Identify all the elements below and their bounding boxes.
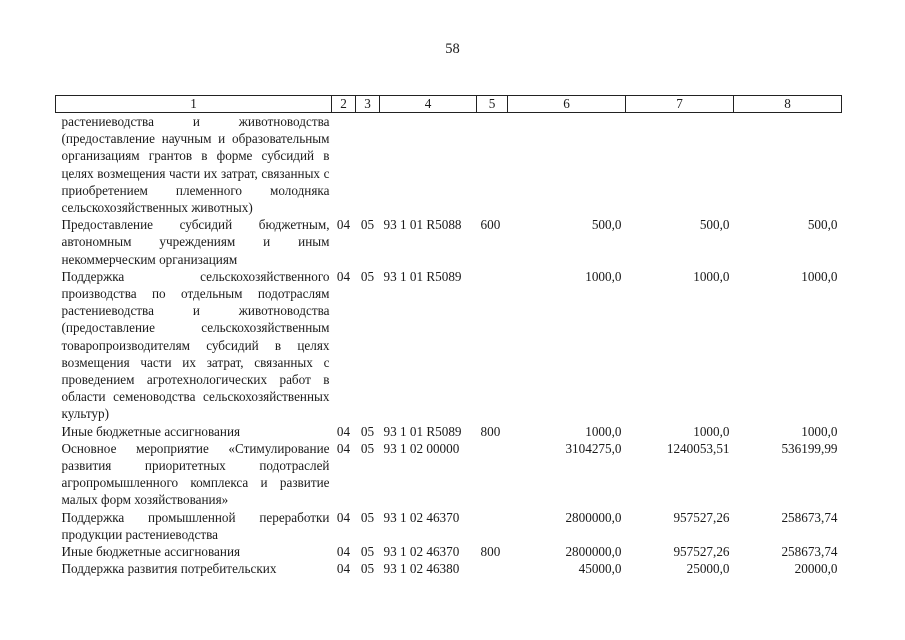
row-name: Иные бюджетные ассигнования: [61, 423, 241, 439]
row-name: Поддержка сельскохозяйственного производства по отдельным подотраслям растениеводства и животноводства (предоставление сельскохозяйственным товаропроизводителям субсидий в целях возмещения части их затрат, связанных с проведением агротехнологических работ в области семеноводства сельскохозяйственных культур): [61, 268, 330, 422]
row-expense-type: [477, 440, 508, 509]
page-number: 58: [445, 41, 460, 57]
row-amount-col7: 957527,26: [673, 509, 730, 525]
row-amount-col7: 1000,0: [693, 268, 730, 284]
column-header-7: 7: [626, 96, 734, 113]
table-row: [56, 268, 842, 423]
row-name: Основное мероприятие «Стимулирование развития приоритетных подотраслей агропромышленного комплекса и развитие малых форм хозяйствования»: [61, 440, 330, 508]
row-subsection: 05: [360, 217, 375, 233]
column-header-8: 8: [734, 96, 842, 113]
row-name: растениеводства и животноводства (предоставление научным и образовательным организациям грантов в форме субсидий в целях возмещения части их затрат, связанных с приобретением племенного молодняка сельскохозяйственных животных): [61, 114, 330, 216]
row-expense-type: [477, 113, 508, 217]
table-row: [56, 440, 842, 509]
column-header-4: 4: [380, 96, 477, 113]
row-subsection: 05: [360, 423, 375, 439]
row-expense-type: 800: [480, 544, 501, 560]
row-expense-type: 800: [480, 423, 501, 439]
row-target-article: 93 1 02 00000: [383, 440, 460, 456]
row-amount-col8: 500,0: [807, 217, 838, 233]
row-amount-col7: 957527,26: [673, 544, 730, 560]
row-subsection: 05: [360, 544, 375, 560]
row-section: 04: [336, 268, 351, 284]
row-name: Поддержка развития потребительских: [61, 561, 277, 577]
row-amount-col8: 1000,0: [801, 268, 838, 284]
table-header: [56, 96, 842, 113]
row-subsection: 05: [360, 561, 375, 577]
table-row: [56, 216, 842, 268]
row-section: 04: [336, 509, 351, 525]
row-amount-col6: 45000,0: [578, 561, 622, 577]
row-section: 04: [336, 217, 351, 233]
row-amount-col6: 1000,0: [585, 423, 622, 439]
row-target-article: 93 1 02 46370: [383, 544, 460, 560]
row-section: 04: [336, 423, 351, 439]
row-target-article: [380, 113, 477, 217]
row-amount-col6: 1000,0: [585, 268, 622, 284]
budget-table: [55, 95, 842, 577]
table-body: [56, 113, 842, 578]
row-target-article: 93 1 01 R5088: [383, 217, 462, 233]
row-target-article: 93 1 02 46370: [383, 509, 460, 525]
column-header-1: 1: [56, 96, 332, 113]
row-subsection: 05: [360, 509, 375, 525]
row-section: [332, 113, 356, 217]
row-target-article: 93 1 02 46380: [383, 561, 460, 577]
row-amount-col8: 1000,0: [801, 423, 838, 439]
row-amount-col7: 1000,0: [693, 423, 730, 439]
row-target-article: 93 1 01 R5089: [383, 423, 462, 439]
row-expense-type: [477, 268, 508, 423]
row-name: Поддержка промышленной переработки продукции растениеводства: [61, 509, 330, 542]
row-section: 04: [336, 544, 351, 560]
row-amount-col8: 536199,99: [781, 440, 838, 456]
row-target-article: 93 1 01 R5089: [383, 268, 462, 284]
row-amount-col7: [626, 113, 734, 217]
row-name: Иные бюджетные ассигнования: [61, 544, 241, 560]
row-amount-col8: 258673,74: [781, 509, 838, 525]
row-subsection: [356, 113, 380, 217]
column-header-2: 2: [332, 96, 356, 113]
row-amount-col8: [734, 113, 842, 217]
row-amount-col6: 2800000,0: [565, 509, 622, 525]
row-section: 04: [336, 561, 351, 577]
row-amount-col8: 258673,74: [781, 544, 838, 560]
row-amount-col6: 3104275,0: [565, 440, 622, 456]
table-row: [56, 423, 842, 440]
row-expense-type: [477, 509, 508, 543]
column-header-5: 5: [477, 96, 508, 113]
row-amount-col6: 500,0: [591, 217, 622, 233]
row-subsection: 05: [360, 268, 375, 284]
row-expense-type: 600: [480, 217, 501, 233]
row-subsection: 05: [360, 440, 375, 456]
row-amount-col7: 25000,0: [686, 561, 730, 577]
row-expense-type: [477, 560, 508, 577]
column-header-6: 6: [508, 96, 626, 113]
table-row: [56, 560, 842, 577]
row-amount-col7: 1240053,51: [666, 440, 730, 456]
row-amount-col7: 500,0: [699, 217, 730, 233]
table-row: [56, 509, 842, 543]
row-name: Предоставление субсидий бюджетным, автономным учреждениям и иным некоммерческим организациям: [61, 217, 330, 267]
header-row: [56, 96, 842, 113]
table-row: [56, 543, 842, 560]
table-row: [56, 113, 842, 217]
row-amount-col6: 2800000,0: [565, 544, 622, 560]
column-header-3: 3: [356, 96, 380, 113]
row-amount-col8: 20000,0: [794, 561, 838, 577]
row-section: 04: [336, 440, 351, 456]
row-amount-col6: [508, 113, 626, 217]
